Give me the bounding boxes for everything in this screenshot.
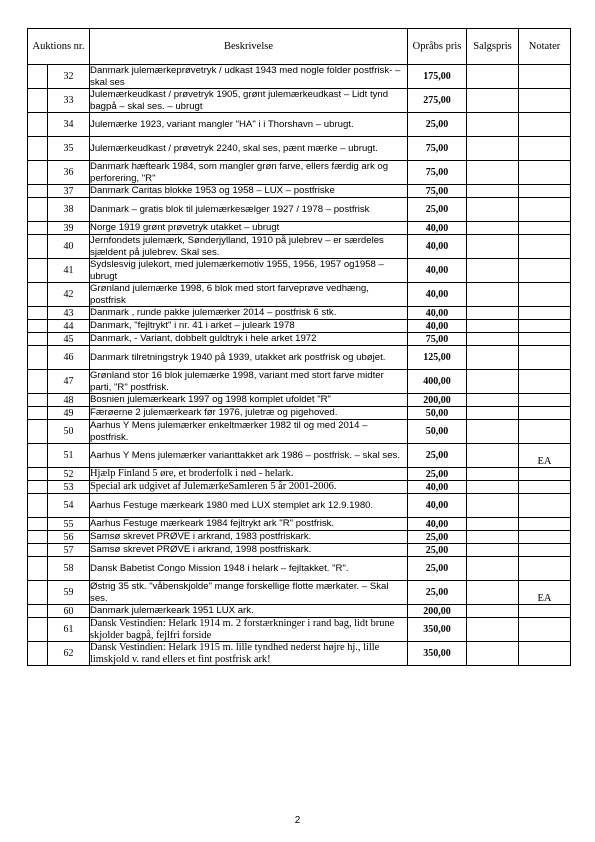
lot-start-price: 400,00 <box>408 370 467 394</box>
lot-start-price: 40,00 <box>408 259 467 283</box>
lot-description: Danmark julemærkeark 1951 LUX ark. <box>90 605 408 618</box>
lot-sale-price <box>467 65 519 89</box>
lot-start-price: 75,00 <box>408 185 467 198</box>
row-marker-cell <box>28 581 48 605</box>
lot-note <box>519 89 571 113</box>
lot-sale-price <box>467 333 519 346</box>
auction-catalog-table <box>27 28 571 666</box>
lot-note <box>519 222 571 235</box>
lot-number: 43 <box>48 307 90 320</box>
lot-note <box>519 605 571 618</box>
row-marker-cell <box>28 618 48 642</box>
lot-note <box>519 481 571 494</box>
lot-start-price: 25,00 <box>408 557 467 581</box>
lot-description: Danmark, - Variant, dobbelt guldtryk i hele arket 1972 <box>90 333 408 346</box>
row-marker-cell <box>28 283 48 307</box>
row-marker-cell <box>28 113 48 137</box>
lot-sale-price <box>467 481 519 494</box>
lot-number: 42 <box>48 283 90 307</box>
lot-sale-price <box>467 89 519 113</box>
lot-number: 62 <box>48 642 90 666</box>
lot-note <box>519 185 571 198</box>
lot-start-price: 40,00 <box>408 222 467 235</box>
lot-start-price: 40,00 <box>408 320 467 333</box>
lot-sale-price <box>467 618 519 642</box>
table-row <box>28 113 571 137</box>
catalog-rows <box>28 65 571 666</box>
lot-number: 35 <box>48 137 90 161</box>
lot-sale-price <box>467 235 519 259</box>
table-row <box>28 65 571 89</box>
lot-start-price: 50,00 <box>408 420 467 444</box>
lot-sale-price <box>467 185 519 198</box>
lot-note <box>519 113 571 137</box>
lot-note <box>519 320 571 333</box>
lot-number: 54 <box>48 494 90 518</box>
lot-start-price: 25,00 <box>408 581 467 605</box>
lot-note <box>519 618 571 642</box>
row-marker-cell <box>28 531 48 544</box>
lot-description: Aarhus Y Mens julemærker enkeltmærker 1982 til og med 2014 – postfrisk. <box>90 420 408 444</box>
lot-description: Aarhus Festuge mærkeark 1984 fejltrykt ark "R" postfrisk. <box>90 518 408 531</box>
lot-sale-price <box>467 605 519 618</box>
lot-start-price: 350,00 <box>408 642 467 666</box>
lot-sale-price <box>467 198 519 222</box>
lot-description: Danmark , runde pakke julemærker 2014 – postfrisk 6 stk. <box>90 307 408 320</box>
table-row <box>28 320 571 333</box>
lot-number: 38 <box>48 198 90 222</box>
table-row <box>28 346 571 370</box>
table-row <box>28 394 571 407</box>
lot-note <box>519 137 571 161</box>
lot-description: Danmark hæfteark 1984, som mangler grøn farve, ellers færdig ark og perforering, "R" <box>90 161 408 185</box>
lot-number: 52 <box>48 468 90 481</box>
lot-description: Danmark – gratis blok til julemærkesælger 1927 / 1978 – postfrisk <box>90 198 408 222</box>
lot-sale-price <box>467 259 519 283</box>
lot-number: 37 <box>48 185 90 198</box>
lot-note: EA <box>519 444 571 468</box>
lot-sale-price <box>467 161 519 185</box>
lot-description: Grønland julemærke 1998, 6 blok med stort farveprøve vedhæng, postfrisk <box>90 283 408 307</box>
lot-number: 48 <box>48 394 90 407</box>
table-row <box>28 137 571 161</box>
header-start-price: Opråbs pris <box>408 29 467 65</box>
lot-note <box>519 642 571 666</box>
lot-start-price: 25,00 <box>408 198 467 222</box>
lot-number: 40 <box>48 235 90 259</box>
row-marker-cell <box>28 198 48 222</box>
table-row <box>28 544 571 557</box>
lot-description: Aarhus Y Mens julemærker varianttakket ark 1986 – postfrisk. – skal ses. <box>90 444 408 468</box>
table-row <box>28 581 571 605</box>
lot-sale-price <box>467 444 519 468</box>
lot-note <box>519 544 571 557</box>
lot-number: 49 <box>48 407 90 420</box>
table-row <box>28 444 571 468</box>
lot-description: Julemærkeudkast / prøvetryk 2240, skal ses, pænt mærke – ubrugt. <box>90 137 408 161</box>
table-row <box>28 618 571 642</box>
lot-sale-price <box>467 531 519 544</box>
lot-start-price: 25,00 <box>408 113 467 137</box>
row-marker-cell <box>28 222 48 235</box>
lot-sale-price <box>467 394 519 407</box>
lot-sale-price <box>467 420 519 444</box>
row-marker-cell <box>28 444 48 468</box>
lot-number: 59 <box>48 581 90 605</box>
row-marker-cell <box>28 420 48 444</box>
table-row <box>28 307 571 320</box>
row-marker-cell <box>28 518 48 531</box>
lot-description: Danmark, "fejltrykt" i nr. 41 i arket – juleark 1978 <box>90 320 408 333</box>
lot-start-price: 40,00 <box>408 283 467 307</box>
row-marker-cell <box>28 407 48 420</box>
row-marker-cell <box>28 394 48 407</box>
lot-start-price: 75,00 <box>408 333 467 346</box>
lot-number: 61 <box>48 618 90 642</box>
table-row <box>28 259 571 283</box>
table-row <box>28 333 571 346</box>
lot-description: Sydslesvig julekort, med julemærkemotiv 1955, 1956, 1957 og1958 – ubrugt <box>90 259 408 283</box>
table-row <box>28 642 571 666</box>
table-row <box>28 407 571 420</box>
row-marker-cell <box>28 259 48 283</box>
lot-start-price: 40,00 <box>408 307 467 320</box>
table-row <box>28 605 571 618</box>
lot-sale-price <box>467 407 519 420</box>
lot-sale-price <box>467 346 519 370</box>
lot-start-price: 40,00 <box>408 481 467 494</box>
lot-description: Samsø skrevet PRØVE i arkrand, 1998 postfriskark. <box>90 544 408 557</box>
lot-description: Grønland stor 16 blok julemærke 1998, variant med stort farve midter parti, "R" postfrisk. <box>90 370 408 394</box>
lot-number: 36 <box>48 161 90 185</box>
lot-start-price: 200,00 <box>408 394 467 407</box>
table-row <box>28 518 571 531</box>
row-marker-cell <box>28 320 48 333</box>
lot-description: Bosnien julemærkeark 1997 og 1998 komplet ufoldet "R" <box>90 394 408 407</box>
lot-description: Jernfondets julemærk, Sønderjylland, 1910 på julebrev – er særdeles sjældent på julebrev. Skal ses. <box>90 235 408 259</box>
lot-description: Julemærke 1923, variant mangler "HA" i i Thorshavn – ubrugt. <box>90 113 408 137</box>
lot-sale-price <box>467 222 519 235</box>
lot-description: Norge 1919 grønt prøvetryk utakket – ubrugt <box>90 222 408 235</box>
lot-number: 50 <box>48 420 90 444</box>
header-sale-price: Salgspris <box>467 29 519 65</box>
lot-start-price: 40,00 <box>408 494 467 518</box>
lot-start-price: 75,00 <box>408 137 467 161</box>
table-row <box>28 531 571 544</box>
row-marker-cell <box>28 468 48 481</box>
lot-number: 46 <box>48 346 90 370</box>
lot-number: 32 <box>48 65 90 89</box>
lot-description: Østrig 35 stk. "våbenskjolde" mange forskellige flotte mærkater. – Skal ses. <box>90 581 408 605</box>
row-marker-cell <box>28 89 48 113</box>
row-marker-cell <box>28 346 48 370</box>
row-marker-cell <box>28 235 48 259</box>
lot-start-price: 40,00 <box>408 235 467 259</box>
lot-sale-price <box>467 544 519 557</box>
lot-description: Færøerne 2 julemærkeark før 1976, juletræ og pigehoved. <box>90 407 408 420</box>
lot-description: Samsø skrevet PRØVE i arkrand, 1983 postfriskark. <box>90 531 408 544</box>
lot-start-price: 25,00 <box>408 531 467 544</box>
lot-description: Danmark julemærkeprøvetryk / udkast 1943 med nogle folder postfrisk- – skal ses <box>90 65 408 89</box>
lot-note <box>519 161 571 185</box>
row-marker-cell <box>28 333 48 346</box>
lot-sale-price <box>467 557 519 581</box>
lot-note <box>519 468 571 481</box>
table-row <box>28 235 571 259</box>
row-marker-cell <box>28 137 48 161</box>
row-marker-cell <box>28 494 48 518</box>
lot-note <box>519 531 571 544</box>
lot-start-price: 25,00 <box>408 544 467 557</box>
lot-note <box>519 494 571 518</box>
row-marker-cell <box>28 185 48 198</box>
header-row <box>28 29 571 65</box>
lot-sale-price <box>467 113 519 137</box>
lot-number: 58 <box>48 557 90 581</box>
table-row <box>28 198 571 222</box>
lot-note <box>519 307 571 320</box>
table-row <box>28 370 571 394</box>
lot-note <box>519 65 571 89</box>
lot-note <box>519 518 571 531</box>
lot-note <box>519 198 571 222</box>
lot-number: 53 <box>48 481 90 494</box>
row-marker-cell <box>28 481 48 494</box>
lot-sale-price <box>467 468 519 481</box>
row-marker-cell <box>28 307 48 320</box>
lot-number: 41 <box>48 259 90 283</box>
lot-start-price: 175,00 <box>408 65 467 89</box>
lot-sale-price <box>467 137 519 161</box>
row-marker-cell <box>28 65 48 89</box>
table-row <box>28 557 571 581</box>
table-row <box>28 481 571 494</box>
lot-sale-price <box>467 642 519 666</box>
lot-number: 44 <box>48 320 90 333</box>
lot-sale-price <box>467 283 519 307</box>
lot-note <box>519 557 571 581</box>
lot-note <box>519 370 571 394</box>
table-row <box>28 283 571 307</box>
table-row <box>28 161 571 185</box>
lot-sale-price <box>467 581 519 605</box>
lot-number: 45 <box>48 333 90 346</box>
lot-start-price: 50,00 <box>408 407 467 420</box>
lot-number: 51 <box>48 444 90 468</box>
lot-description: Dansk Vestindien: Helark 1915 m. lille tyndhed nederst højre hj., lille limskjold v. rand ellers et fint postfrisk ark! <box>90 642 408 666</box>
header-notes: Notater <box>519 29 571 65</box>
lot-note <box>519 235 571 259</box>
lot-number: 57 <box>48 544 90 557</box>
page-number: 2 <box>294 815 301 826</box>
lot-number: 55 <box>48 518 90 531</box>
lot-sale-price <box>467 518 519 531</box>
lot-description: Danmark tilretningstryk 1940 på 1939, utakket ark postfrisk og ubøjet. <box>90 346 408 370</box>
row-marker-cell <box>28 557 48 581</box>
lot-note <box>519 333 571 346</box>
table-row <box>28 468 571 481</box>
row-marker-cell <box>28 642 48 666</box>
lot-description: Dansk Vestindien: Helark 1914 m. 2 forstærkninger i rand bag, lidt brune skjolder bagpå, fejlfri forside <box>90 618 408 642</box>
lot-number: 47 <box>48 370 90 394</box>
lot-start-price: 350,00 <box>408 618 467 642</box>
lot-number: 56 <box>48 531 90 544</box>
lot-start-price: 75,00 <box>408 161 467 185</box>
lot-note <box>519 259 571 283</box>
row-marker-cell <box>28 370 48 394</box>
lot-sale-price <box>467 320 519 333</box>
header-description: Beskrivelse <box>90 29 408 65</box>
row-marker-cell <box>28 544 48 557</box>
lot-sale-price <box>467 307 519 320</box>
lot-note <box>519 420 571 444</box>
lot-description: Special ark udgivet af JulemærkeSamleren 5 år 2001-2006. <box>90 481 408 494</box>
header-auction-number: Auktions nr. <box>28 29 90 65</box>
lot-note: EA <box>519 581 571 605</box>
lot-number: 39 <box>48 222 90 235</box>
lot-note <box>519 346 571 370</box>
lot-start-price: 125,00 <box>408 346 467 370</box>
table-row <box>28 222 571 235</box>
lot-note <box>519 407 571 420</box>
lot-start-price: 200,00 <box>408 605 467 618</box>
lot-description: Dansk Babetist Congo Mission 1948 i helark – fejltakket. "R". <box>90 557 408 581</box>
lot-start-price: 25,00 <box>408 444 467 468</box>
lot-sale-price <box>467 370 519 394</box>
lot-note <box>519 394 571 407</box>
table-row <box>28 420 571 444</box>
lot-number: 33 <box>48 89 90 113</box>
row-marker-cell <box>28 605 48 618</box>
table-row <box>28 494 571 518</box>
lot-description: Aarhus Festuge mærkeark 1980 med LUX stemplet ark 12.9.1980. <box>90 494 408 518</box>
lot-start-price: 275,00 <box>408 89 467 113</box>
row-marker-cell <box>28 161 48 185</box>
lot-note <box>519 283 571 307</box>
lot-description: Danmark Caritas blokke 1953 og 1958 – LUX – postfriske <box>90 185 408 198</box>
lot-number: 60 <box>48 605 90 618</box>
lot-number: 34 <box>48 113 90 137</box>
lot-description: Julemærkeudkast / prøvetryk 1905, grønt julemærkeudkast – Lidt tynd bagpå – skal ses. – ubrugt <box>90 89 408 113</box>
lot-start-price: 40,00 <box>408 518 467 531</box>
table-row <box>28 185 571 198</box>
lot-start-price: 25,00 <box>408 468 467 481</box>
lot-sale-price <box>467 494 519 518</box>
table-row <box>28 89 571 113</box>
lot-description: Hjælp Finland 5 øre, et broderfolk i nød - helark. <box>90 468 408 481</box>
